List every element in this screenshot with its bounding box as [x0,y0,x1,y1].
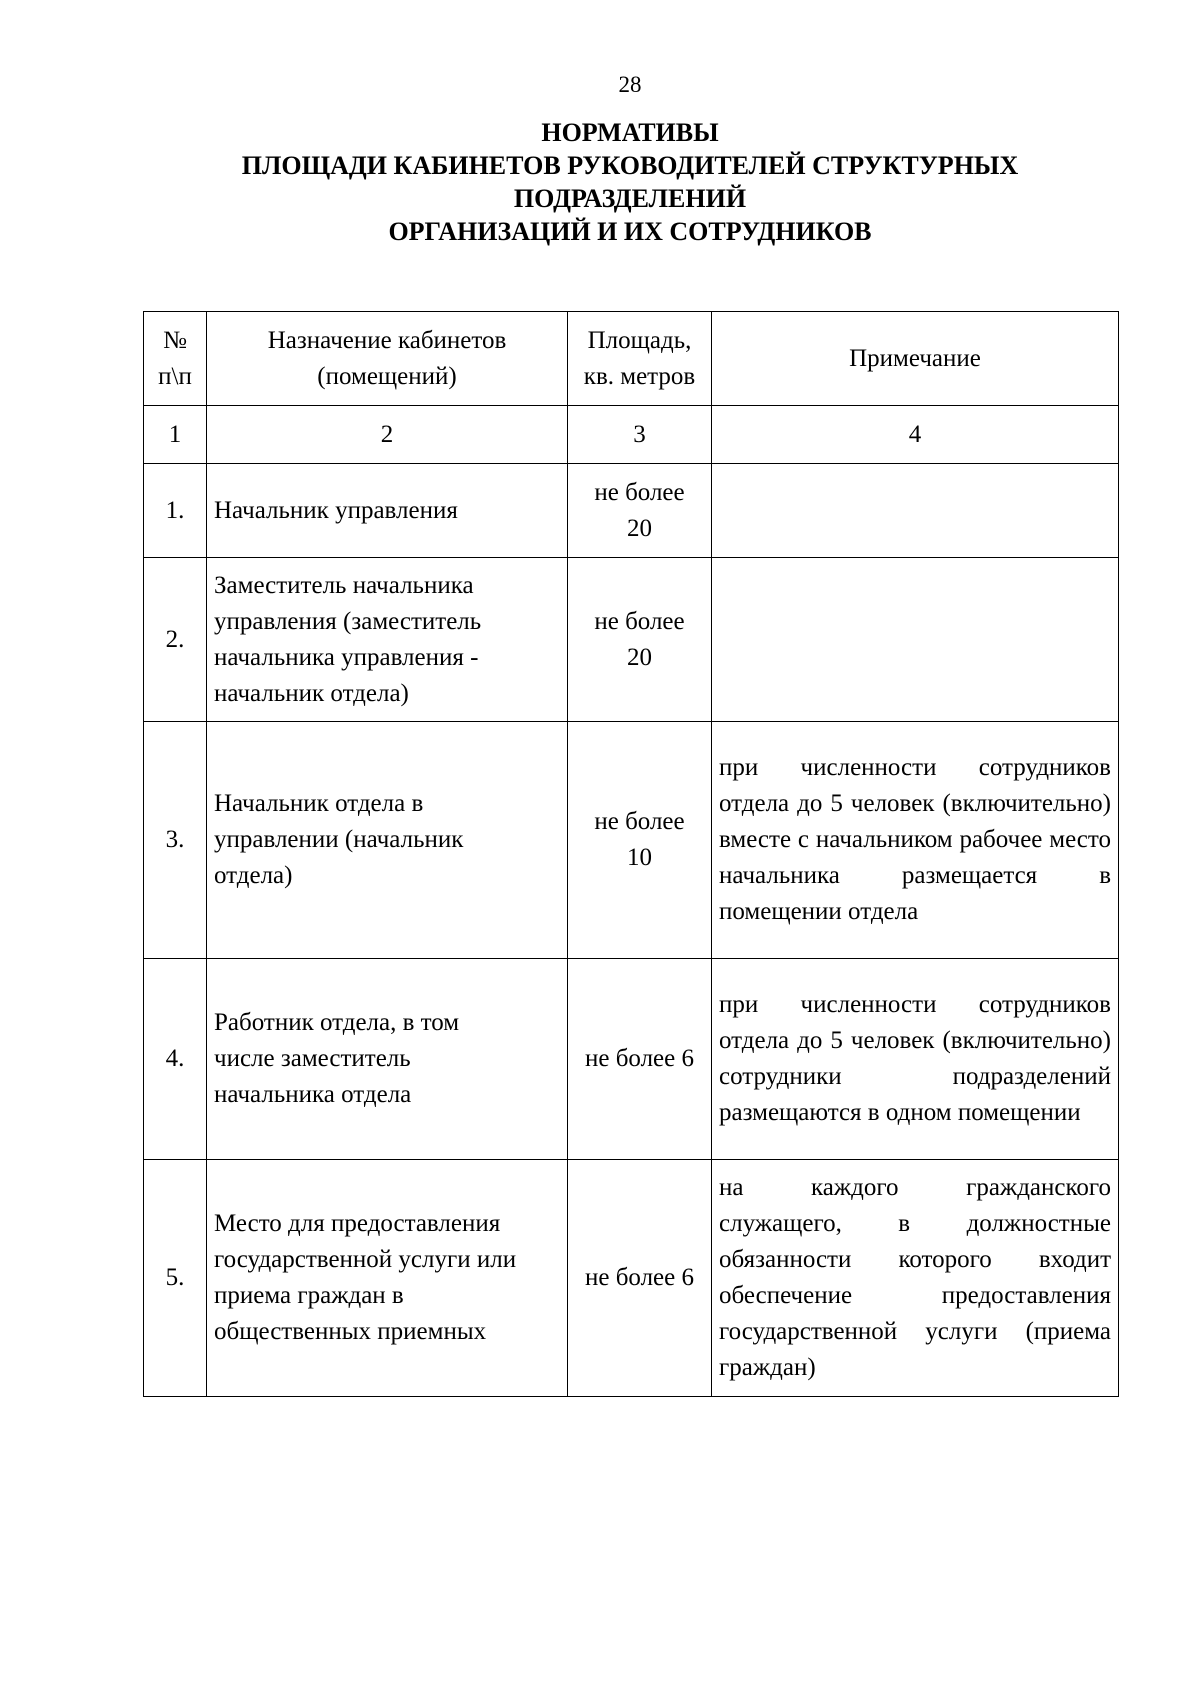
row-area: не более 10 [568,722,712,959]
row-purpose: Место для предоставления государственной услуги или приема граждан в общественных приемных [207,1160,568,1397]
column-number: 4 [712,406,1119,464]
column-number: 1 [144,406,207,464]
row-note [712,464,1119,558]
row-num: 4. [144,959,207,1160]
header-num: № п\п [144,312,207,406]
title-line-3: ПОДРАЗДЕЛЕНИЙ [513,184,747,213]
row-num: 2. [144,558,207,722]
table-row [144,464,1119,558]
norms-table [143,311,1119,1397]
row-area: не более 6 [568,959,712,1160]
row-note [712,558,1119,722]
row-purpose: Работник отдела, в том числе заместитель начальника отдела [207,959,568,1160]
column-number: 2 [207,406,568,464]
row-num: 5. [144,1160,207,1397]
column-number: 3 [568,406,712,464]
row-purpose: Заместитель начальника управления (заместитель начальника управления - начальник отдела) [207,558,568,722]
header-purpose: Назначение кабинетов (помещений) [207,312,568,406]
row-num: 3. [144,722,207,959]
document-title [0,116,1200,248]
title-line-1: НОРМАТИВЫ [541,118,719,147]
table-row [144,558,1119,722]
title-line-4: ОРГАНИЗАЦИЙ И ИХ СОТРУДНИКОВ [388,217,872,246]
row-area: не более 20 [568,464,712,558]
row-area: не более 20 [568,558,712,722]
title-line-2: ПЛОЩАДИ КАБИНЕТОВ РУКОВОДИТЕЛЕЙ СТРУКТУРНЫХ [241,151,1019,180]
row-num: 1. [144,464,207,558]
table-row [144,959,1119,1160]
column-numbers-row [144,406,1119,464]
row-note: при численности сотрудников отдела до 5 человек (включительно) вместе с начальником рабочее место начальника размещается в помещении отдела [712,722,1119,959]
row-purpose: Начальник отдела в управлении (начальник отдела) [207,722,568,959]
header-area: Площадь, кв. метров [568,312,712,406]
row-note: на каждого гражданского служащего, в должностные обязанности которого входит обеспечение предоставления государственной услуги (приема граждан) [712,1160,1119,1397]
page-number: 28 [618,72,642,97]
table-row [144,722,1119,959]
table-header-row [144,312,1119,406]
header-note: Примечание [712,312,1119,406]
row-area: не более 6 [568,1160,712,1397]
table-row [144,1160,1119,1397]
row-purpose: Начальник управления [207,464,568,558]
row-note: при численности сотрудников отдела до 5 человек (включительно) сотрудники подразделений размещаются в одном помещении [712,959,1119,1160]
